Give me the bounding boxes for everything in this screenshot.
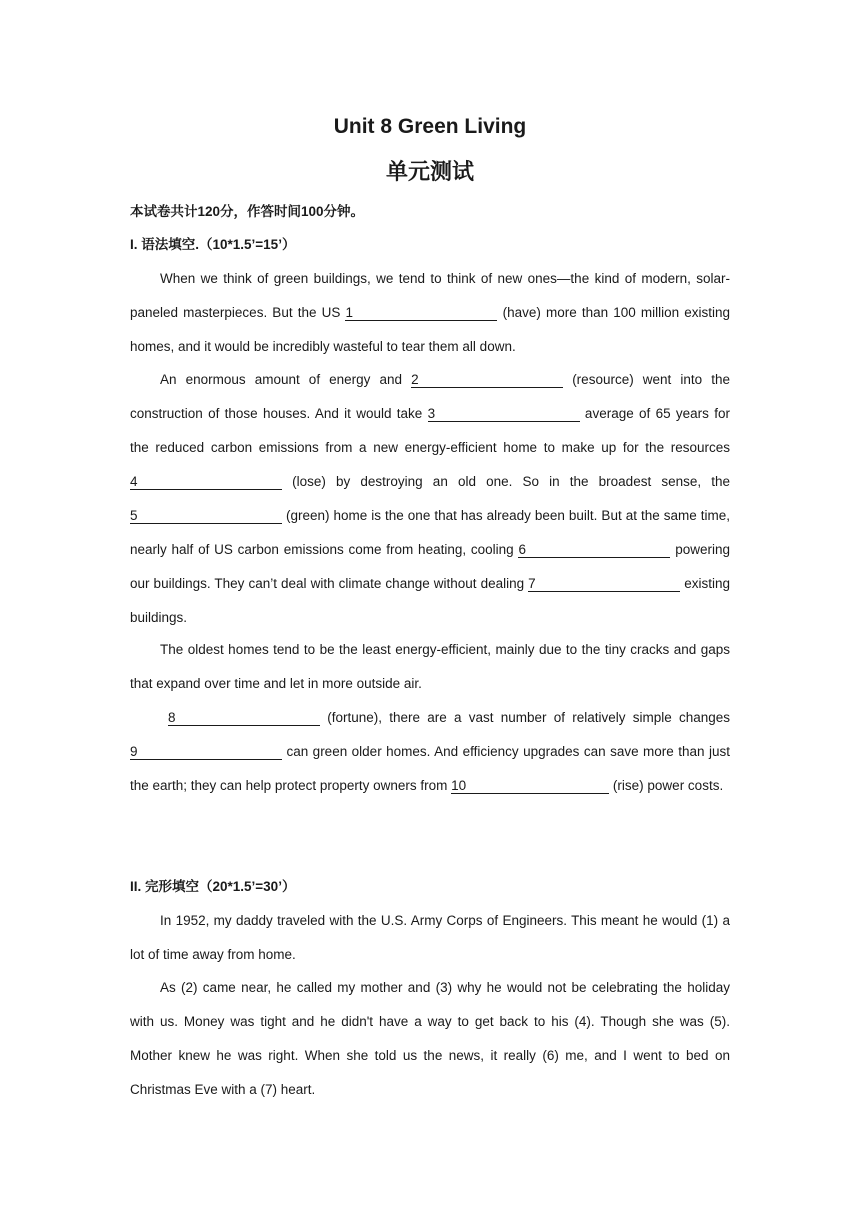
section-1-paragraph-3: The oldest homes tend to be the least energy-efficient, mainly due to the tiny cracks and gaps that expand over time and let in more outside air. bbox=[130, 642, 730, 691]
paragraph-text: (rise) power costs. bbox=[609, 778, 724, 793]
document-subtitle: 单元测试 bbox=[385, 159, 474, 184]
paragraph-text: (lose) by destroying an old one. So in the broadest sense, the bbox=[282, 474, 730, 489]
paragraph-text: average of 65 years for the reduced carbon emissions from a new energy-efficient home to make up for the resources bbox=[130, 406, 730, 455]
paragraph-text: (fortune), there are a vast number of relatively simple changes bbox=[320, 710, 730, 725]
blank-4[interactable]: 4 bbox=[130, 474, 282, 490]
paragraph-text: (have) more than 100 million existing homes, and it would be incredibly wasteful to tear them all down. bbox=[130, 305, 731, 354]
document-title: Unit 8 Green Living bbox=[333, 115, 527, 138]
section-2-paragraph-2: As (2) came near, he called my mother and (3) why he would not be celebrating the holiday with us. Money was tight and he didn't have a way to get back to his (4). Though she was (5). Mother knew he was right. When she told us the news, it really (6) me, and I went to bed on Christmas Eve with a (7) heart. bbox=[130, 980, 730, 1097]
blank-10[interactable]: 10 bbox=[451, 778, 609, 794]
paragraph-text: When we think of green buildings, we tend to think of new ones—the kind of modern, solar-paneled masterpieces. But the US bbox=[130, 271, 730, 320]
exam-info: 本试卷共计120分，作答时间100分钟。 bbox=[130, 204, 365, 219]
blank-1[interactable]: 1 bbox=[345, 305, 497, 321]
paragraph-text: can green older homes. And efficiency upgrades can save more than just the earth; they can help protect property owners from bbox=[130, 744, 730, 793]
section-1-paragraph-4 bbox=[130, 701, 730, 803]
section-1-paragraph-2 bbox=[130, 363, 730, 635]
blank-5[interactable]: 5 bbox=[130, 508, 282, 524]
blank-2[interactable]: 2 bbox=[411, 372, 563, 388]
blank-7[interactable]: 7 bbox=[528, 576, 680, 592]
blank-8[interactable]: 8 bbox=[168, 710, 320, 726]
section-1-paragraph-1 bbox=[130, 262, 730, 364]
blank-3[interactable]: 3 bbox=[428, 406, 580, 422]
section-2-paragraph-1: In 1952, my daddy traveled with the U.S. Army Corps of Engineers. This meant he would (1) a lot of time away from home. bbox=[130, 913, 730, 962]
section-2-heading: II. 完形填空（20*1.5’=30’） bbox=[130, 879, 296, 894]
paragraph-text: existing buildings. bbox=[130, 576, 730, 625]
paragraph-text: powering our buildings. They can’t deal with climate change without dealing bbox=[130, 542, 730, 591]
paragraph-text: (green) home is the one that has already been built. But at the same time, nearly half of US carbon emissions come from heating, cooling bbox=[130, 508, 730, 557]
blank-9[interactable]: 9 bbox=[130, 744, 282, 760]
paragraph-text: (resource) went into the construction of those houses. And it would take bbox=[130, 372, 730, 421]
paragraph-text: An enormous amount of energy and bbox=[160, 372, 412, 387]
blank-6[interactable]: 6 bbox=[518, 542, 670, 558]
section-1-heading: I. 语法填空.（10*1.5’=15’） bbox=[130, 237, 296, 252]
